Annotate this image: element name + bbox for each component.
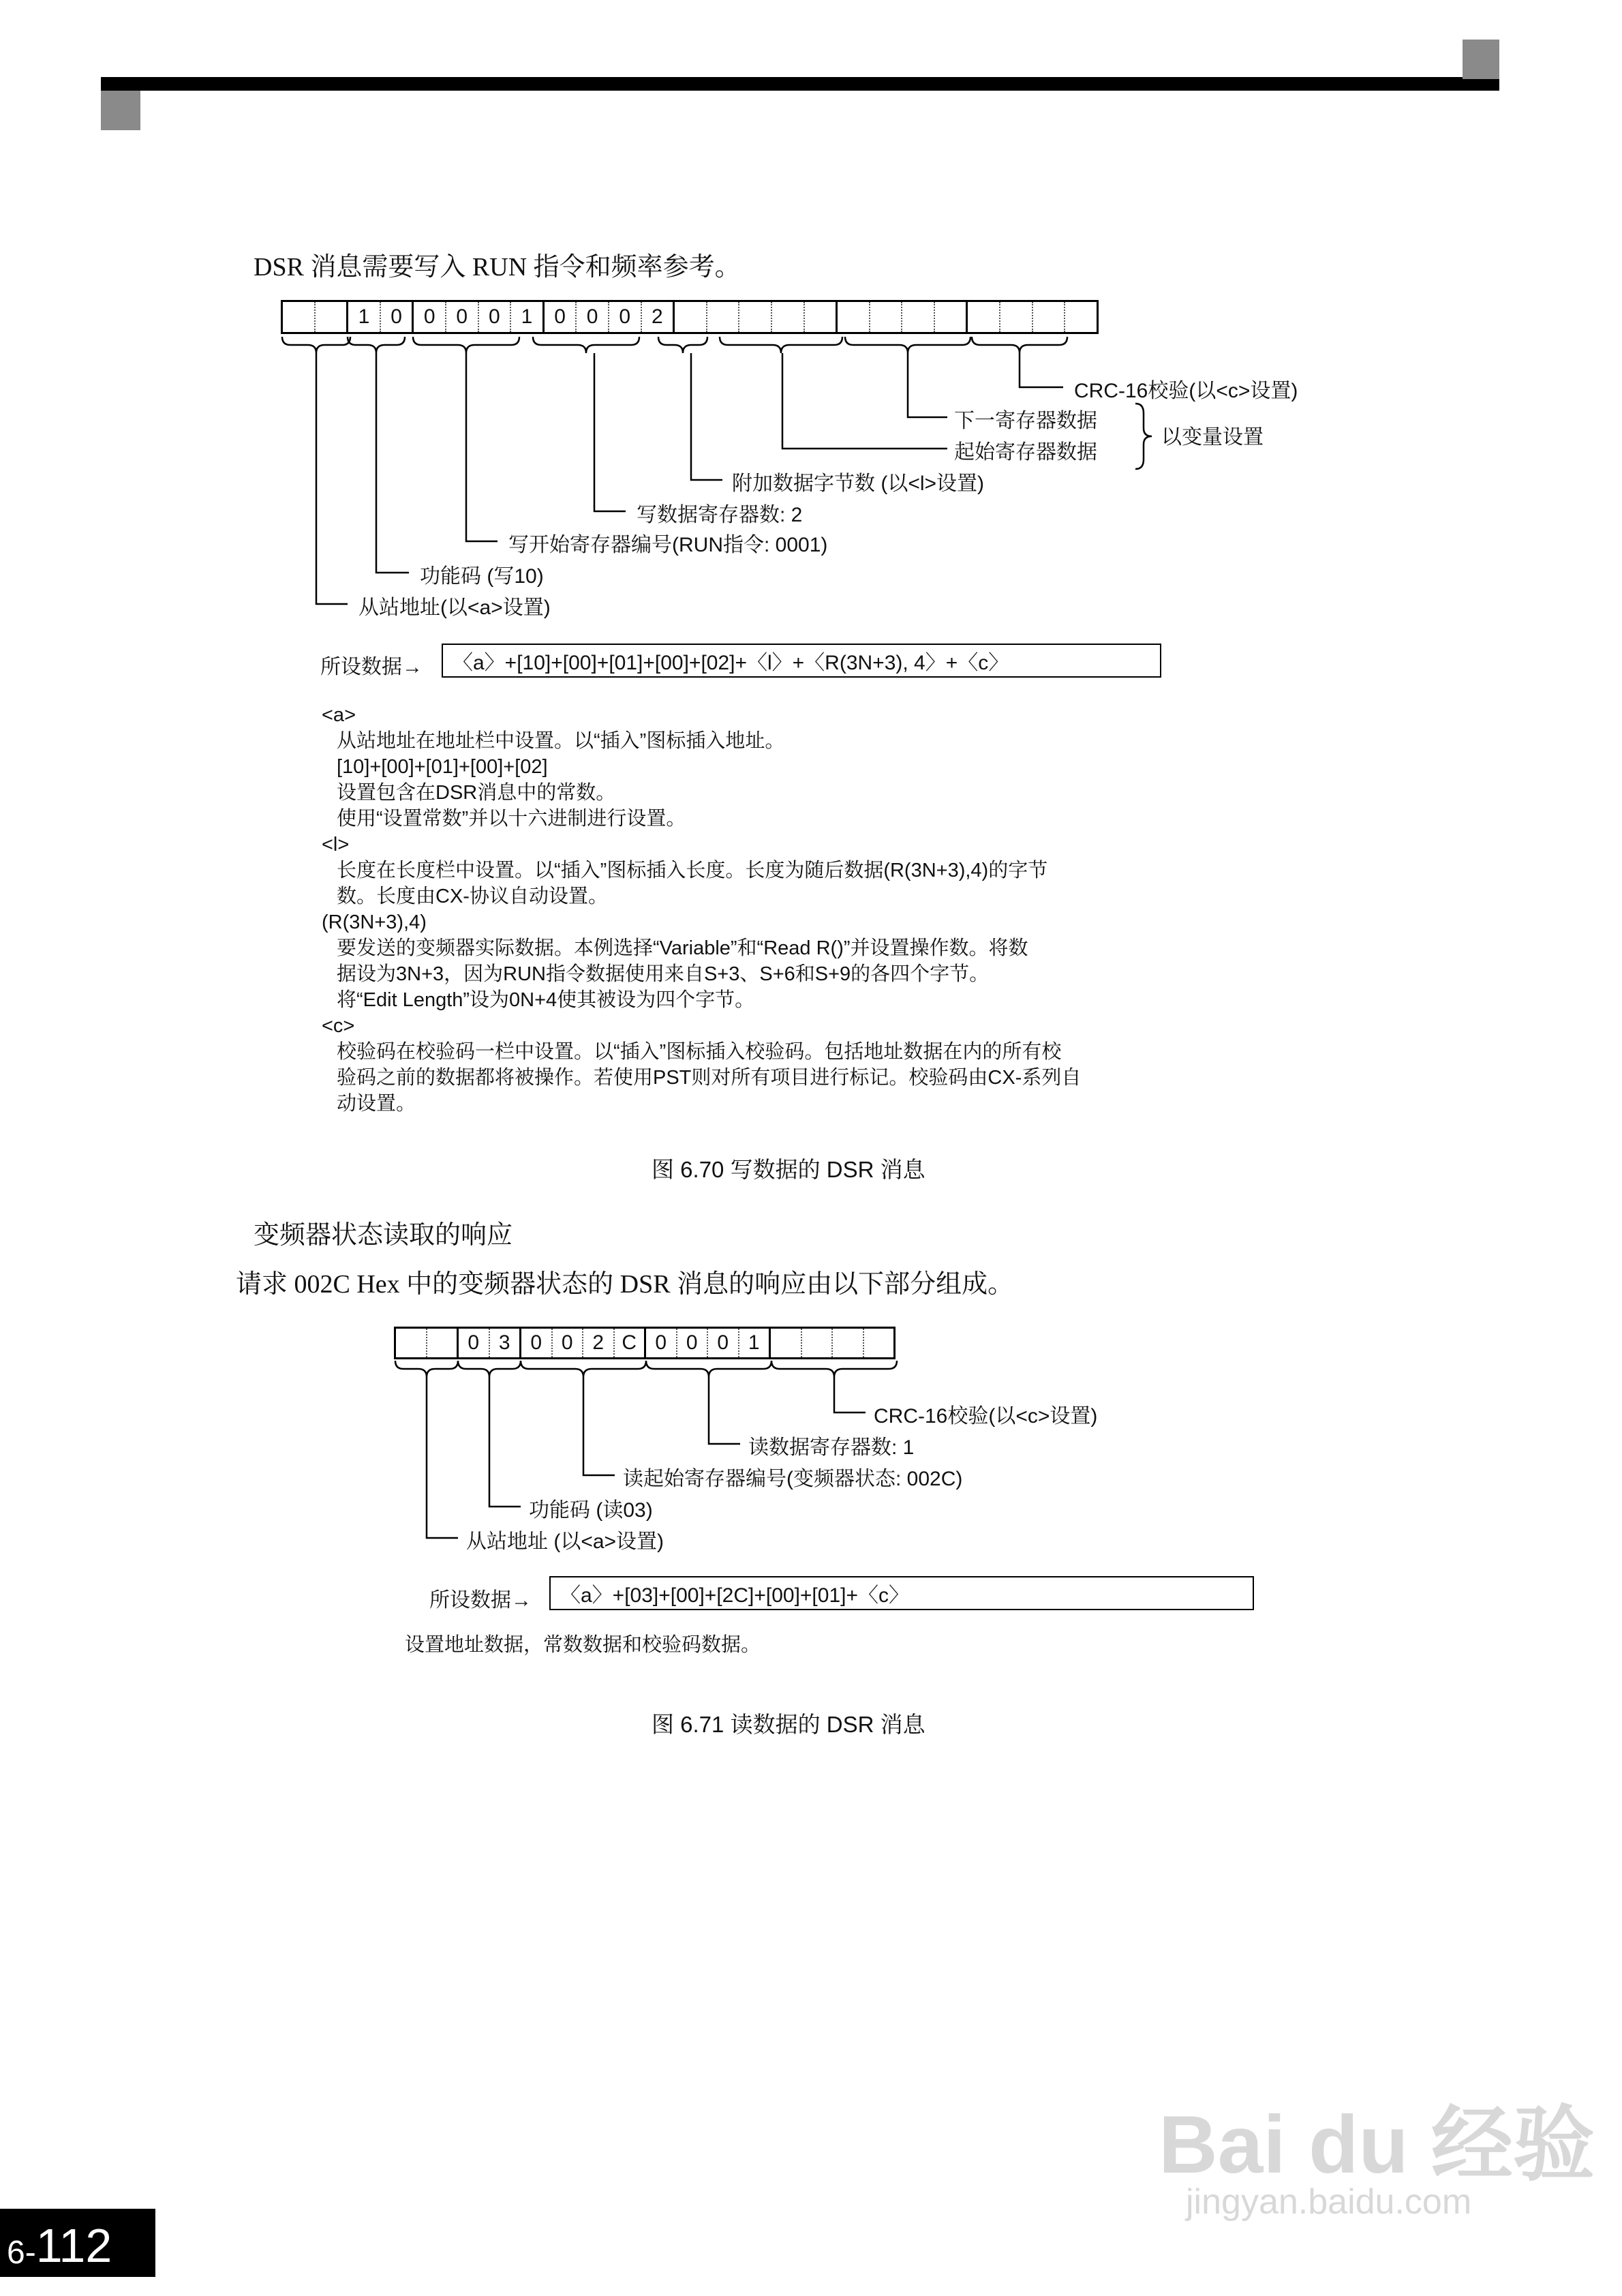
page-number (0, 2209, 155, 2277)
frame-cell: C (615, 1329, 647, 1357)
watermark-url: jingyan.baidu.com (1186, 2182, 1472, 2222)
frame-cell: 1 (348, 302, 381, 332)
frame-cell (427, 1329, 459, 1357)
intro-text-2: 请求 002C Hex 中的变频器状态的 DSR 消息的响应由以下部分组成。 (236, 1270, 1014, 1299)
frame-cell: 0 (545, 302, 577, 332)
frame-cell: 1 (511, 302, 545, 332)
data-label-write: 所设数据→ (320, 656, 423, 678)
label-read-register-count: 读数据寄存器数: 1 (748, 1436, 915, 1459)
notes-write (322, 702, 1081, 1117)
label-slave-address-read: 从站地址 (以<a>设置) (466, 1530, 664, 1553)
note-line: 将“Edit Length”设为0N+4使其被设为四个字节。 (337, 989, 755, 1011)
label-slave-address: 从站地址(以<a>设置) (358, 596, 551, 619)
label-crc-read: CRC-16校验(以<c>设置) (874, 1405, 1098, 1428)
note-line: (R(3N+3),4) (322, 911, 427, 933)
label-read-start-register: 读起始寄存器编号(变频器状态: 002C) (623, 1468, 963, 1490)
frame-cell (771, 1329, 802, 1357)
frame-cell: 0 (446, 302, 479, 332)
label-next-register-data: 下一寄存器数据 (954, 410, 1097, 432)
label-function-code-read: 功能码 (读03) (529, 1499, 653, 1522)
note-line: 要发送的变频器实际数据。本例选择“Variable”和“Read R()”并设置操作数。将数 (337, 937, 1028, 959)
note-line: <c> (322, 1015, 355, 1037)
note-line: 设置包含在DSR消息中的常数。 (337, 782, 616, 804)
frame-cell (802, 1329, 833, 1357)
note-line: 使用“设置常数”并以十六进制进行设置。 (337, 808, 686, 830)
page-number-main: 112 (35, 2219, 112, 2272)
frame-cell: 0 (459, 1329, 490, 1357)
frame-cell: 0 (708, 1329, 739, 1357)
frame-cell (864, 1329, 894, 1357)
data-box-write: 〈a〉+[10]+[00]+[01]+[00]+[02]+〈l〉+〈R(3N+3), 4〉+〈c〉 (442, 644, 1161, 678)
data-label-read: 所设数据→ (429, 1589, 532, 1612)
label-set-by-variable: 以变量设置 (1161, 426, 1264, 449)
frame-cell: 0 (414, 302, 446, 332)
note-line: 数。长度由CX-协议自动设置。 (337, 886, 608, 907)
note-line: 长度在长度栏中设置。以“插入”图标插入长度。长度为随后数据(R(3N+3),4)的字节 (337, 860, 1048, 881)
frame-cell: 0 (521, 1329, 553, 1357)
frame-cell: 0 (609, 302, 642, 332)
frame-cell: 1 (739, 1329, 771, 1357)
note-line: <a> (322, 704, 356, 726)
frame-cell: 0 (646, 1329, 677, 1357)
note-line: 校验码在校验码一栏中设置。以“插入”图标插入校验码。包括地址数据在内的所有校 (337, 1041, 1062, 1063)
frame-cell: 0 (479, 302, 512, 332)
figure-caption-6-70: 图 6.70 写数据的 DSR 消息 (652, 1157, 925, 1182)
note-line: 据设为3N+3，因为RUN指令数据使用来自S+3、S+6和S+9的各四个字节。 (337, 963, 990, 985)
label-write-start-register: 写开始寄存器编号(RUN指令: 0001) (508, 534, 828, 556)
note-line: [10]+[00]+[01]+[00]+[02] (337, 756, 548, 778)
note-line: 动设置。 (337, 1093, 416, 1115)
label-attached-byte-count: 附加数据字节数 (以<l>设置) (732, 472, 985, 495)
label-function-code: 功能码 (写10) (420, 565, 544, 588)
frame-cell: 2 (583, 1329, 615, 1357)
data-box-read: 〈a〉+[03]+[00]+[2C]+[00]+[01]+〈c〉 (549, 1576, 1254, 1610)
note-read: 设置地址数据，常数数据和校验码数据。 (405, 1634, 761, 1656)
frame-cell (396, 1329, 427, 1357)
message-frame-read (394, 1327, 896, 1359)
note-line: 从站地址在地址栏中设置。以“插入”图标插入地址。 (337, 730, 785, 752)
label-start-register-data: 起始寄存器数据 (954, 441, 1097, 464)
label-crc: CRC-16校验(以<c>设置) (1074, 380, 1298, 402)
note-line: 验码之前的数据都将被操作。若使用PST则对所有项目进行标记。校验码由CX-系列自 (337, 1067, 1082, 1089)
intro-text-1: DSR 消息需要写入 RUN 指令和频率参考。 (254, 253, 741, 282)
frame-cell: 3 (490, 1329, 522, 1357)
frame-cell: 0 (381, 302, 414, 332)
watermark-logo: Bai du 经验 (1159, 2099, 1595, 2190)
note-line: <l> (322, 834, 350, 856)
page-number-prefix: 6- (7, 2235, 36, 2271)
frame-cell: 0 (577, 302, 609, 332)
frame-cell: 0 (677, 1329, 709, 1357)
section-heading: 变频器状态读取的响应 (254, 1221, 513, 1250)
label-write-register-count: 写数据寄存器数: 2 (637, 504, 803, 526)
frame-cell: 2 (642, 302, 675, 332)
figure-caption-6-71: 图 6.71 读数据的 DSR 消息 (652, 1712, 925, 1737)
frame-cell (833, 1329, 864, 1357)
frame-cell: 0 (553, 1329, 584, 1357)
